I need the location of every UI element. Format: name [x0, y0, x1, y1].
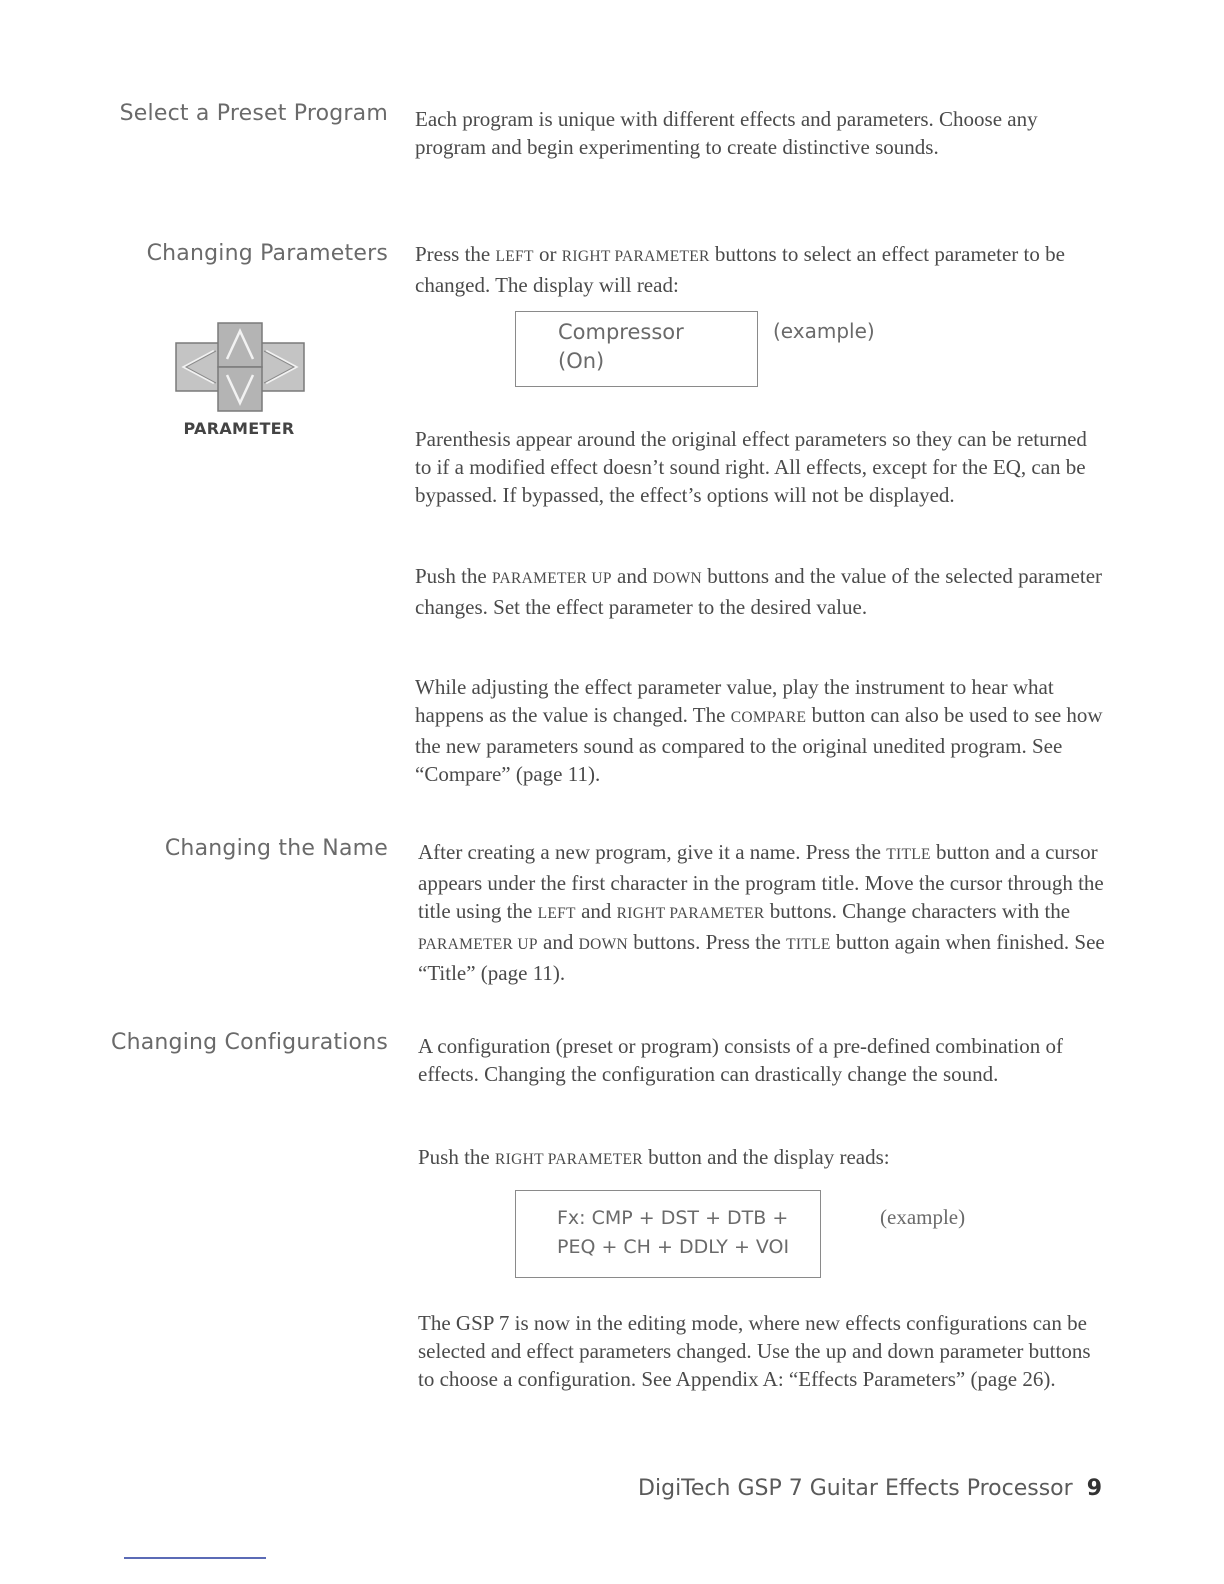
display-fx-line-1: Fx: CMP + DST + DTB + [557, 1207, 789, 1229]
bottom-rule [124, 1557, 266, 1559]
parameter-label: PARAMETER [183, 419, 295, 438]
paragraph-parameters-intro: Press the LEFT or RIGHT PARAMETER buttons to select an effect parameter to be changed. The display will read: [415, 242, 1065, 297]
display-example-label: (example) [773, 319, 875, 343]
paragraph-parenthesis: Parenthesis appear around the original effect parameters so they can be returned to if a modified effect doesn’t sound right. All effects, except for the EQ, can be bypassed. If bypassed, the effect’s options will not be displayed. [415, 427, 1087, 507]
parameter-dpad-icon [174, 321, 306, 413]
display-fx-line-2: PEQ + CH + DDLY + VOI [557, 1236, 790, 1258]
display-compressor [515, 311, 758, 387]
page-footer [638, 1476, 1102, 1501]
paragraph-changing-name: After creating a new program, give it a name. Press the TITLE button and a cursor appears under the first character in the program title. Move the cursor through the title using the LEFT and RIGHT PARAMETER buttons. Change characters with the PARAMETER UP and DOWN buttons. Press the TITLE button again when finished. See “Title” (page 11). [418, 840, 1105, 985]
page-number: 9 [1086, 1476, 1102, 1501]
heading-changing-name: Changing the Name [164, 836, 388, 861]
paragraph-right-parameter: Push the RIGHT PARAMETER button and the display reads: [418, 1145, 890, 1169]
display-configuration [515, 1190, 821, 1278]
paragraph-compare: While adjusting the effect parameter value, play the instrument to hear what happens as the value is changed. The COMPARE button can also be used to see how the new parameters sound as compared to the original unedited program. See “Compare” (page 11). [415, 675, 1103, 786]
heading-changing-configurations: Changing Configurations [111, 1030, 388, 1055]
display-line-2: (On) [558, 349, 605, 373]
display-line-1: Compressor [558, 320, 684, 344]
paragraph-select-preset: Each program is unique with different effects and parameters. Choose any program and begin experimenting to create distinctive sounds. [415, 107, 1038, 159]
paragraph-configuration: A configuration (preset or program) consists of a pre-defined combination of effects. Changing the configuration can drastically change the sound. [418, 1034, 1063, 1086]
heading-changing-parameters: Changing Parameters [146, 241, 388, 266]
paragraph-up-down: Push the PARAMETER UP and DOWN buttons and the value of the selected parameter changes. Set the effect parameter to the desired value. [415, 564, 1103, 619]
display-configuration-example-label: (example) [880, 1205, 966, 1229]
paragraph-editing-mode: The GSP 7 is now in the editing mode, where new effects configurations can be selected and effect parameters changed. Use the up and down parameter buttons to choose a configuration. See Appendix A: “Effects Parameters” (page 26). [418, 1311, 1091, 1391]
footer-title: DigiTech GSP 7 Guitar Effects Processor [638, 1476, 1073, 1501]
heading-select-preset: Select a Preset Program [119, 101, 388, 126]
